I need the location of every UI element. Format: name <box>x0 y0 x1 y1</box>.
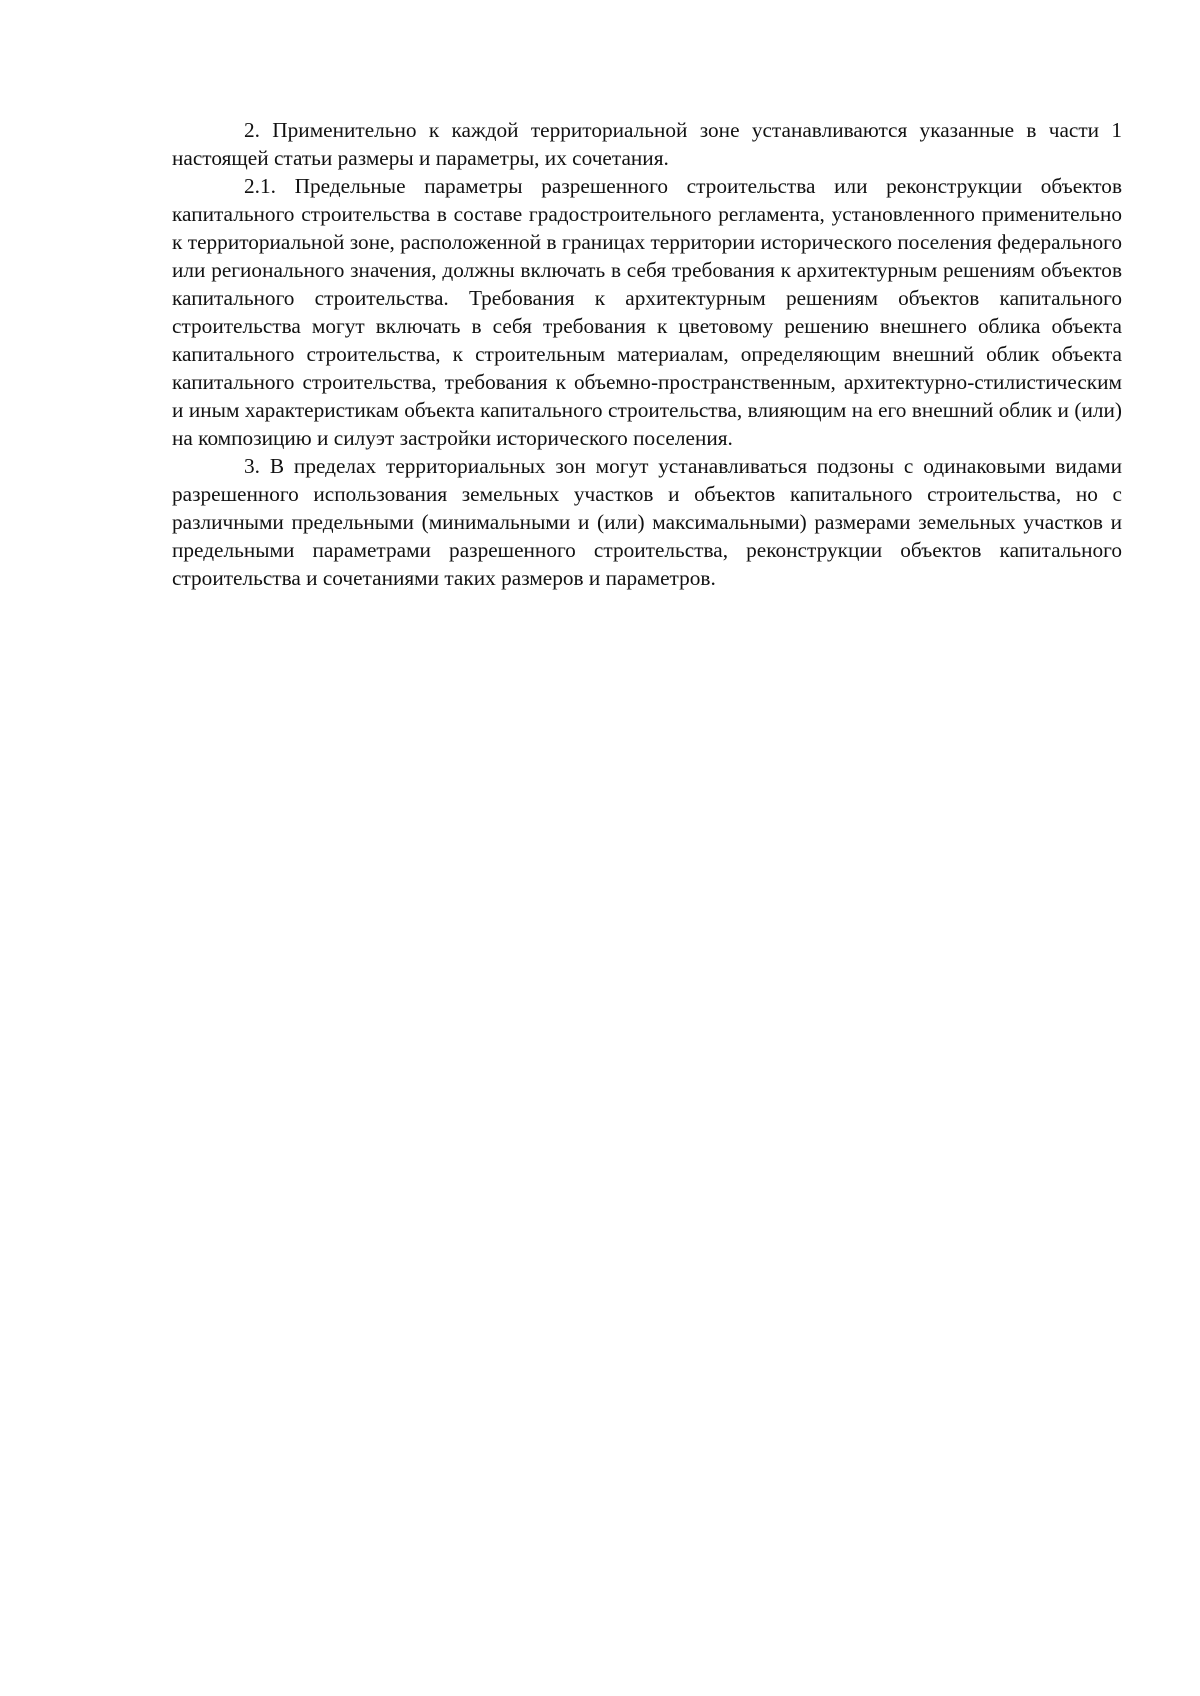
paragraph-3: 3. В пределах территориальных зон могут устанавливаться подзоны с одинаковыми видами разрешенного использования земельных участков и объектов капитального строительства, но с различными предельными (минимальными и (или) максимальными) размерами земельных участков и предельными параметрами разрешенного строительства, реконструкции объектов капитального строительства и сочетаниями таких размеров и параметров. <box>172 454 1122 590</box>
paragraph-2: 2. Применительно к каждой территориальной зоне устанавливаются указанные в части 1 настоящей статьи размеры и параметры, их сочетания. <box>172 118 1122 170</box>
document-body <box>172 116 1122 592</box>
paragraph-2-1: 2.1. Предельные параметры разрешенного строительства или реконструкции объектов капитального строительства в составе градостроительного регламента, установленного применительно к территориальной зоне, расположенной в границах территории исторического поселения федерального или регионального значения, должны включать в себя требования к архитектурным решениям объектов капитального строительства. Требования к архитектурным решениям объектов капитального строительства могут включать в себя требования к цветовому решению внешнего облика объекта капитального строительства, к строительным материалам, определяющим внешний облик объекта капитального строительства, требования к объемно-пространственным, архитектурно-стилистическим и иным характеристикам объекта капитального строительства, влияющим на его внешний облик и (или) на композицию и силуэт застройки исторического поселения. <box>172 174 1122 450</box>
